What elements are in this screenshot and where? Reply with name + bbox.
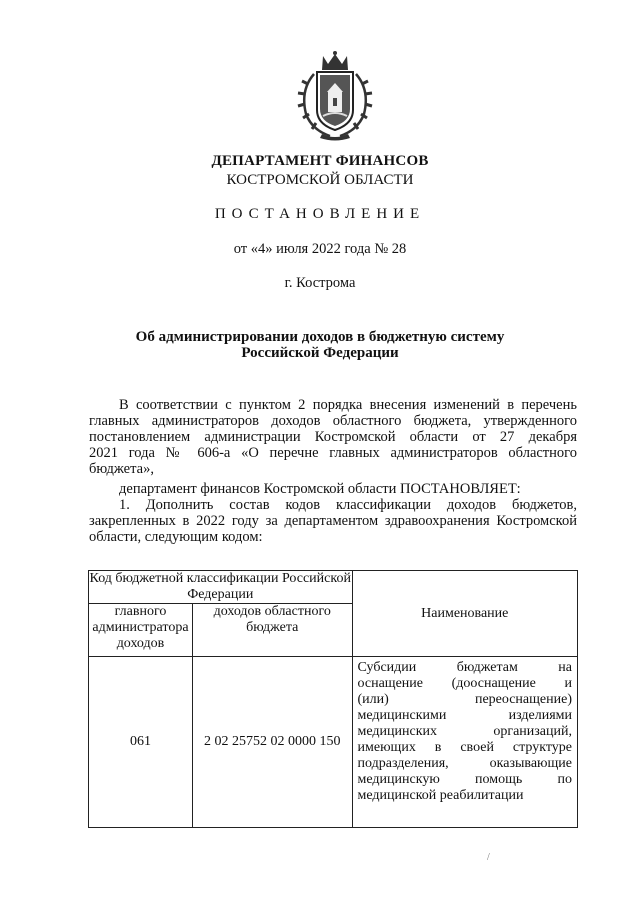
description-line: медицинскими изделиями <box>357 708 572 723</box>
document-subject-line1: Об администрировании доходов в бюджетную систему <box>135 329 505 345</box>
department-name: ДЕПАРТАМЕНТ ФИНАНСОВ <box>211 153 429 169</box>
document-date-number: от «4» июля 2022 года № 28 <box>233 241 407 257</box>
clause-1-line: 1. Дополнить состав кодов классификации доходов бюджетов, <box>119 497 577 513</box>
resolution-statement: департамент финансов Костромской области ПОСТАНОВЛЯЕТ: <box>119 481 521 497</box>
budget-code-table <box>88 570 578 828</box>
table-header-group: Код бюджетной классификации Российской Федерации <box>89 571 351 602</box>
clause-1-line: области, следующим кодом: <box>89 529 263 545</box>
preamble-line: постановлением администрации Костромской области от 27 декабря <box>89 429 577 445</box>
document-city: г. Кострома <box>284 275 356 291</box>
description-line: Субсидии бюджетам на <box>357 660 572 675</box>
table-row <box>89 657 578 828</box>
description-line: (или) переоснащение) <box>357 692 572 707</box>
page-mark: / <box>487 852 490 863</box>
preamble-line: бюджета», <box>89 461 154 477</box>
table-header-admin: главного администратора доходов <box>89 604 193 657</box>
document-type: ПОСТАНОВЛЕНИЕ <box>214 206 426 222</box>
description-line: оснащение (дооснащение и <box>357 676 572 691</box>
document-subject-line2: Российской Федерации <box>241 345 399 361</box>
description-line: медицинских организаций, <box>357 724 572 739</box>
admin-code-cell: 061 <box>89 657 193 828</box>
description-line: медицинской реабилитации <box>357 788 524 803</box>
preamble-line: главных администраторов доходов областного бюджета, утвержденного <box>89 413 577 429</box>
description-line: медицинскую помощь по <box>357 772 572 787</box>
description-cell <box>352 657 577 828</box>
clause-1-line: закрепленных в 2022 году за департаментом здравоохранения Костромской <box>89 513 577 529</box>
budget-code-cell: 2 02 25752 02 0000 150 <box>192 657 352 828</box>
preamble-line: В соответствии с пунктом 2 порядка внесения изменений в перечень <box>119 397 577 413</box>
description-line: имеющих в своей структуре <box>357 740 572 755</box>
table-header-name: Наименование <box>352 571 577 657</box>
coat-of-arms-icon <box>292 50 378 142</box>
preamble-line: 2021 года № 606-а «О перечне главных администраторов областного <box>89 445 577 461</box>
table-header-budget: доходов областного бюджета <box>192 604 352 657</box>
description-line: подразделения, оказывающие <box>357 756 572 771</box>
department-region: КОСТРОМСКОЙ ОБЛАСТИ <box>226 172 414 188</box>
